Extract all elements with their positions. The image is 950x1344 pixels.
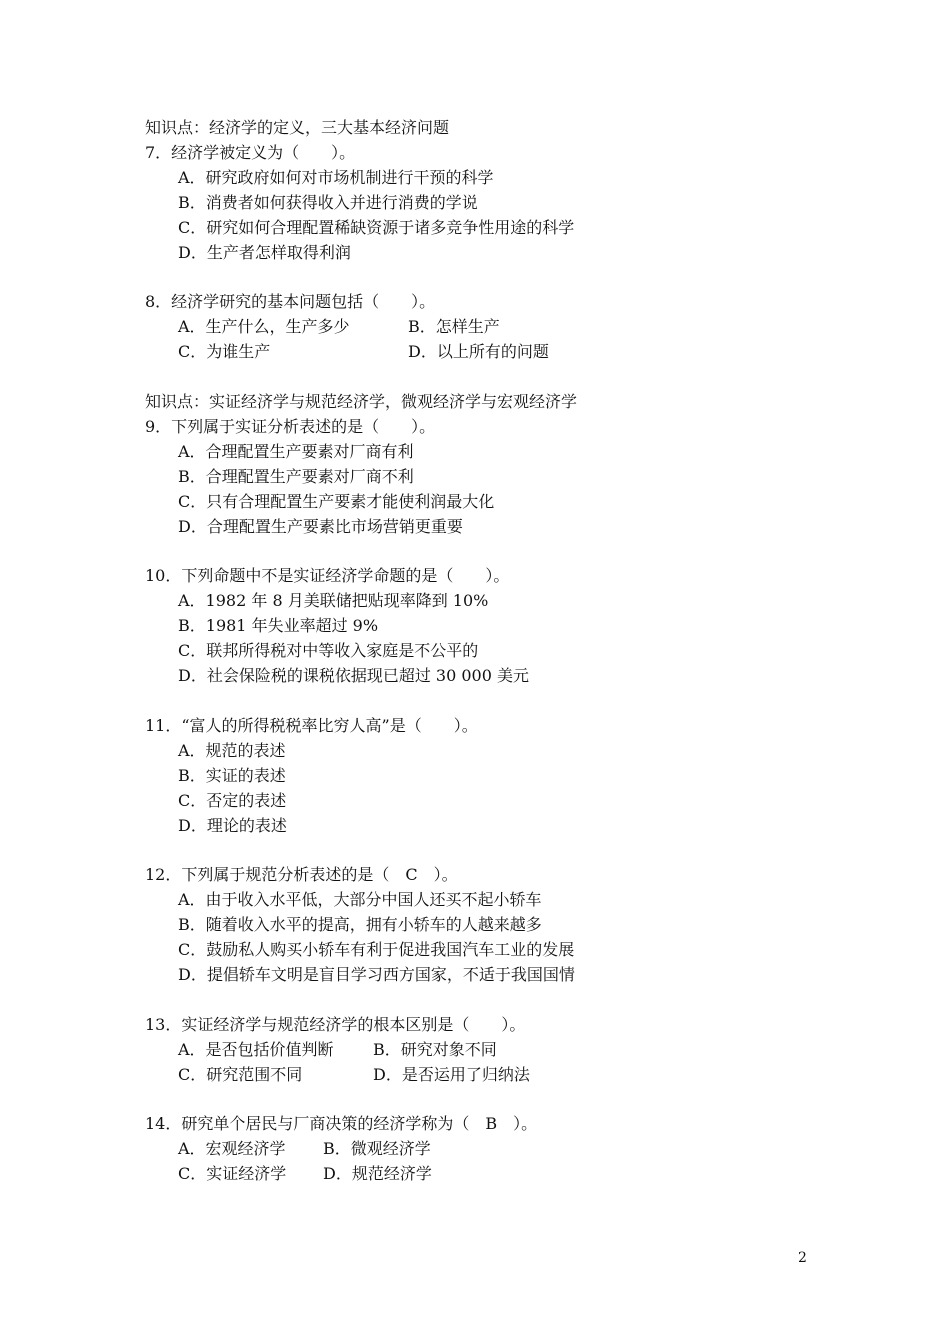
option-a: A．1982 年 8 月美联储把贴现率降到 10% bbox=[178, 591, 489, 610]
option-d: D．合理配置生产要素比市场营销更重要 bbox=[178, 517, 463, 536]
option-a: A．规范的表述 bbox=[178, 741, 286, 760]
option-b: B．合理配置生产要素对厂商不利 bbox=[178, 467, 414, 486]
option-a: A．生产什么，生产多少 bbox=[178, 317, 350, 336]
option-a: A．由于收入水平低，大部分中国人还买不起小轿车 bbox=[178, 890, 542, 909]
option-a: A．宏观经济学 bbox=[178, 1139, 286, 1158]
section-heading: 知识点：实证经济学与规范经济学，微观经济学与宏观经济学 bbox=[145, 392, 578, 411]
question-7: 7．经济学被定义为（ ）。 bbox=[145, 143, 356, 162]
option-d: D．以上所有的问题 bbox=[408, 342, 549, 361]
question-12: 12．下列属于规范分析表述的是（ C ）。 bbox=[145, 865, 458, 884]
option-a: A．研究政府如何对市场机制进行干预的科学 bbox=[178, 168, 494, 187]
option-c: C．鼓励私人购买小轿车有利于促进我国汽车工业的发展 bbox=[178, 940, 575, 959]
question-11: 11．“富人的所得税税率比穷人高”是（ ）。 bbox=[145, 716, 478, 735]
option-d: D．理论的表述 bbox=[178, 816, 287, 835]
option-b: B．微观经济学 bbox=[323, 1139, 431, 1158]
option-c: C．否定的表述 bbox=[178, 791, 287, 810]
option-b: B．1981 年失业率超过 9% bbox=[178, 616, 379, 635]
option-c: C．为谁生产 bbox=[178, 342, 271, 361]
option-b: B．怎样生产 bbox=[408, 317, 500, 336]
option-c: C．只有合理配置生产要素才能使利润最大化 bbox=[178, 492, 495, 511]
question-9: 9．下列属于实证分析表述的是（ ）。 bbox=[145, 417, 436, 436]
question-10: 10．下列命题中不是实证经济学命题的是（ ）。 bbox=[145, 566, 510, 585]
option-d: D．是否运用了归纳法 bbox=[373, 1065, 530, 1084]
option-c: C．研究范围不同 bbox=[178, 1065, 303, 1084]
section-heading: 知识点：经济学的定义，三大基本经济问题 bbox=[145, 118, 450, 137]
page-number: 2 bbox=[798, 1250, 807, 1266]
option-d: D．生产者怎样取得利润 bbox=[178, 243, 351, 262]
question-13: 13．实证经济学与规范经济学的根本区别是（ ）。 bbox=[145, 1015, 526, 1034]
option-d: D．提倡轿车文明是盲目学习西方国家，不适于我国国情 bbox=[178, 965, 575, 984]
option-a: A．合理配置生产要素对厂商有利 bbox=[178, 442, 414, 461]
question-14: 14．研究单个居民与厂商决策的经济学称为（ B ）。 bbox=[145, 1114, 538, 1133]
option-d: D．社会保险税的课税依据现已超过 30 000 美元 bbox=[178, 666, 529, 685]
option-b: B．随着收入水平的提高，拥有小轿车的人越来越多 bbox=[178, 915, 542, 934]
option-b: B．消费者如何获得收入并进行消费的学说 bbox=[178, 193, 478, 212]
option-c: C．实证经济学 bbox=[178, 1164, 287, 1183]
option-b: B．研究对象不同 bbox=[373, 1040, 497, 1059]
option-c: C．研究如何合理配置稀缺资源于诸多竞争性用途的科学 bbox=[178, 218, 575, 237]
option-a: A．是否包括价值判断 bbox=[178, 1040, 334, 1059]
option-d: D．规范经济学 bbox=[323, 1164, 432, 1183]
option-c: C．联邦所得税对中等收入家庭是不公平的 bbox=[178, 641, 479, 660]
option-b: B．实证的表述 bbox=[178, 766, 286, 785]
question-8: 8．经济学研究的基本问题包括（ ）。 bbox=[145, 292, 436, 311]
